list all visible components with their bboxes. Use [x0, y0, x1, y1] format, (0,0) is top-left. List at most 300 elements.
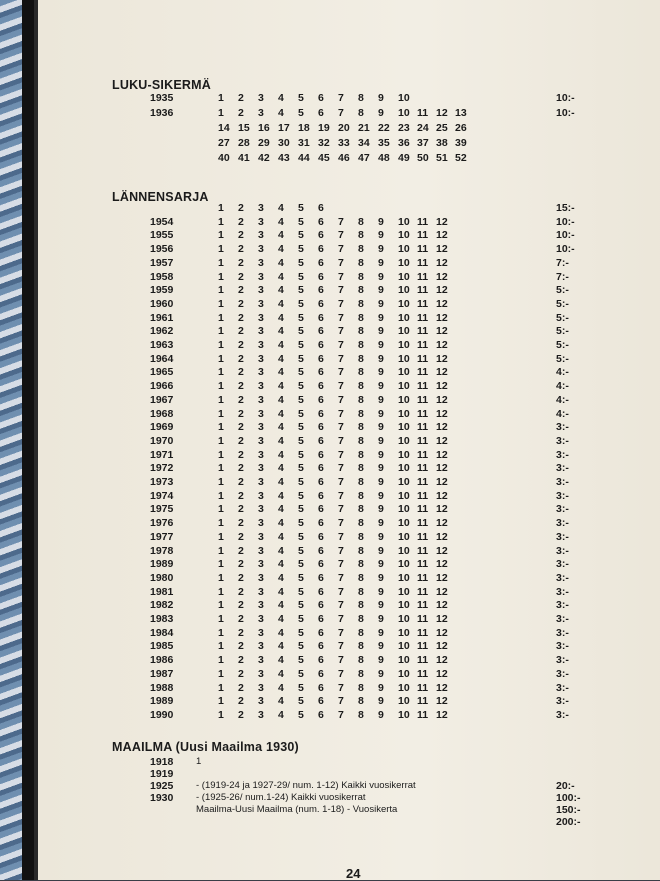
- issue-number: 4: [278, 517, 284, 530]
- issue-number: 12: [436, 421, 448, 434]
- issue-number: 9: [378, 503, 384, 516]
- issue-number: 12: [436, 215, 448, 228]
- issue-number: 4: [278, 558, 284, 571]
- issue-number: 11: [417, 434, 429, 447]
- issue-number: 8: [358, 585, 364, 598]
- issue-number: 3: [258, 393, 264, 406]
- issue-number: 10: [398, 243, 410, 256]
- issue-number: 7: [338, 489, 344, 502]
- issue-number: 3: [258, 708, 264, 721]
- issue-number: 8: [358, 503, 364, 516]
- price: 3:-: [556, 517, 569, 530]
- issue-number: 4: [278, 571, 284, 584]
- issue-number: 7: [338, 434, 344, 447]
- issue-number: 2: [238, 613, 244, 625]
- issue-number: 5: [298, 215, 304, 228]
- issue-number: 1: [218, 476, 224, 488]
- issue-number: 5: [298, 571, 304, 584]
- issue-number: 12: [436, 640, 448, 653]
- issue-number: 11: [417, 366, 429, 379]
- issue-number: 2: [238, 558, 244, 571]
- issue-number: 9: [378, 215, 384, 228]
- issue-year: 1977: [150, 530, 174, 543]
- issue-number: 7: [338, 407, 344, 420]
- issue-number: 11: [417, 243, 429, 256]
- issue-number: 1: [218, 530, 224, 543]
- issue-number: 8: [358, 215, 364, 228]
- issue-number: 10: [398, 613, 410, 625]
- issue-number: 10: [398, 503, 410, 516]
- issue-number: 3: [258, 530, 264, 543]
- issue-number: 3: [258, 613, 264, 625]
- price: 10:-: [556, 229, 575, 242]
- issue-number: 10: [398, 462, 410, 475]
- issue-number: 5: [298, 407, 304, 420]
- issue-number: 4: [278, 599, 284, 612]
- issue-number: 3: [258, 462, 264, 475]
- issue-number: 7: [338, 393, 344, 406]
- issue-number: 12: [436, 695, 448, 708]
- issue-number: 1: [218, 284, 224, 297]
- issue-number: 6: [318, 517, 324, 530]
- issue-number: 6: [318, 229, 324, 242]
- issue-number: 2: [238, 448, 244, 461]
- price: 100:-: [556, 792, 581, 804]
- price: 5:-: [556, 339, 569, 351]
- issue-number: 3: [258, 476, 264, 488]
- issue-year: 1968: [150, 407, 174, 420]
- price: 3:-: [556, 585, 569, 598]
- issue-number: 5: [298, 667, 304, 680]
- issue-number: 8: [358, 462, 364, 475]
- issue-description: - (1919-24 ja 1927-29/ num. 1-12) Kaikki vuosikerrat: [196, 780, 416, 791]
- issue-number: 23: [398, 122, 410, 134]
- issue-number: 12: [436, 585, 448, 598]
- issue-numbers: [218, 107, 474, 119]
- issue-number: 38: [436, 137, 448, 149]
- issue-year: 1965: [150, 366, 174, 379]
- issue-number: 8: [358, 667, 364, 680]
- issue-number: 12: [436, 489, 448, 502]
- issue-number: 12: [436, 571, 448, 584]
- issue-numbers: [218, 366, 455, 378]
- issue-number: 2: [238, 92, 244, 104]
- issue-number: 2: [238, 434, 244, 447]
- issue-number: 1: [218, 229, 224, 242]
- issue-number: 8: [358, 434, 364, 447]
- issue-number: 12: [436, 517, 448, 530]
- issue-number: 6: [318, 448, 324, 461]
- issue-number: 8: [358, 544, 364, 557]
- issue-number: 5: [298, 297, 304, 310]
- issue-numbers: [218, 339, 455, 351]
- issue-description: Maailma-Uusi Maailma (num. 1-18) - Vuosikerta: [196, 804, 398, 815]
- issue-number: 8: [358, 284, 364, 297]
- issue-number: 1: [218, 558, 224, 571]
- issue-number: 52: [455, 152, 467, 164]
- issue-number: 12: [436, 407, 448, 420]
- issue-number: 11: [417, 695, 429, 708]
- issue-number: 6: [318, 380, 324, 393]
- issue-number: 9: [378, 476, 384, 488]
- issue-number: 10: [398, 599, 410, 612]
- issue-number: 12: [436, 626, 448, 639]
- issue-number: 12: [436, 476, 448, 488]
- issue-number: 5: [298, 476, 304, 488]
- price: 3:-: [556, 571, 569, 584]
- issue-number: 4: [278, 585, 284, 598]
- issue-number: 10: [398, 681, 410, 694]
- price: 3:-: [556, 448, 569, 461]
- issue-number: 7: [338, 613, 344, 625]
- issue-numbers: [218, 709, 455, 721]
- issue-number: 6: [318, 366, 324, 379]
- issue-number: 2: [238, 667, 244, 680]
- issue-number: 10: [398, 325, 410, 338]
- issue-number: 1: [218, 202, 224, 214]
- issue-number: 3: [258, 229, 264, 242]
- issue-year: 1959: [150, 284, 174, 297]
- issue-number: 7: [338, 681, 344, 694]
- issue-number: 7: [338, 558, 344, 571]
- issue-year: 1974: [150, 489, 174, 502]
- issue-year: 1925: [150, 780, 174, 792]
- issue-number: 7: [338, 695, 344, 708]
- issue-year: 1930: [150, 792, 174, 804]
- issue-number: 17: [278, 122, 290, 134]
- issue-number: 2: [238, 243, 244, 256]
- issue-number: 6: [318, 640, 324, 653]
- issue-number: 9: [378, 667, 384, 680]
- issue-number: 3: [258, 434, 264, 447]
- issue-number: 2: [238, 599, 244, 612]
- issue-number: 6: [318, 256, 324, 269]
- issue-number: 5: [298, 366, 304, 379]
- issue-number: 12: [436, 681, 448, 694]
- price: 3:-: [556, 503, 569, 516]
- issue-number: 9: [378, 489, 384, 502]
- issue-number: 51: [436, 152, 448, 164]
- issue-number: 21: [358, 122, 370, 134]
- issue-number: 44: [298, 152, 310, 164]
- issue-numbers: [218, 312, 455, 324]
- issue-numbers: [218, 122, 474, 134]
- issue-number: 3: [258, 270, 264, 283]
- issue-number: 4: [278, 448, 284, 461]
- issue-number: 41: [238, 152, 250, 164]
- issue-number: 18: [298, 122, 310, 134]
- issue-number: 2: [238, 517, 244, 530]
- issue-number: 10: [398, 667, 410, 680]
- issue-number: 27: [218, 137, 230, 149]
- issue-number: 6: [318, 530, 324, 543]
- issue-year: 1954: [150, 215, 174, 228]
- issue-number: 8: [358, 256, 364, 269]
- issue-number: 9: [378, 613, 384, 625]
- issue-number: 32: [318, 137, 330, 149]
- issue-number: 10: [398, 339, 410, 351]
- issue-number: 9: [378, 352, 384, 365]
- issue-number: 9: [378, 107, 384, 119]
- issue-number: 2: [238, 256, 244, 269]
- issue-number: 4: [278, 229, 284, 242]
- price: 3:-: [556, 558, 569, 571]
- issue-number: 8: [358, 407, 364, 420]
- issue-number: 1: [218, 599, 224, 612]
- price: 5:-: [556, 311, 569, 324]
- issue-numbers: [218, 257, 455, 269]
- issue-number: 11: [417, 585, 429, 598]
- issue-number: 3: [258, 202, 264, 214]
- issue-number: 8: [358, 708, 364, 721]
- issue-number: 9: [378, 243, 384, 256]
- issue-number: 5: [298, 352, 304, 365]
- issue-number: 22: [378, 122, 390, 134]
- issue-number: 2: [238, 352, 244, 365]
- issue-number: 4: [278, 284, 284, 297]
- issue-number: 7: [338, 448, 344, 461]
- issue-number: 4: [278, 107, 284, 119]
- issue-number: 29: [258, 137, 270, 149]
- price: 4:-: [556, 407, 569, 420]
- issue-number: 3: [258, 695, 264, 708]
- issue-number: 9: [378, 448, 384, 461]
- issue-number: 9: [378, 558, 384, 571]
- issue-number: 12: [436, 243, 448, 256]
- issue-number: 3: [258, 215, 264, 228]
- issue-numbers: [218, 394, 455, 406]
- issue-number: 33: [338, 137, 350, 149]
- issue-year: 1961: [150, 311, 174, 324]
- issue-numbers: [218, 353, 455, 365]
- issue-number: 28: [238, 137, 250, 149]
- issue-number: 8: [358, 380, 364, 393]
- issue-number: 3: [258, 626, 264, 639]
- issue-number: 1: [218, 256, 224, 269]
- issue-year: 1985: [150, 640, 174, 653]
- issue-number: 7: [338, 215, 344, 228]
- price: 200:-: [556, 816, 581, 828]
- issue-number: 11: [417, 229, 429, 242]
- issue-number: 11: [417, 270, 429, 283]
- issue-number: 10: [398, 366, 410, 379]
- issue-number: 10: [398, 626, 410, 639]
- issue-number: 11: [417, 599, 429, 612]
- issue-number: 1: [218, 434, 224, 447]
- issue-number: 4: [278, 92, 284, 104]
- issue-number: 11: [417, 448, 429, 461]
- issue-number: 4: [278, 667, 284, 680]
- issue-year: 1967: [150, 393, 174, 406]
- price: 5:-: [556, 297, 569, 310]
- issue-number: 8: [358, 339, 364, 351]
- issue-number: 12: [436, 544, 448, 557]
- issue-number: 10: [398, 297, 410, 310]
- issue-number: 8: [358, 695, 364, 708]
- issue-year: 1978: [150, 544, 174, 557]
- issue-number: 11: [417, 325, 429, 338]
- issue-number: 4: [278, 380, 284, 393]
- issue-number: 2: [238, 284, 244, 297]
- issue-year: 1955: [150, 229, 174, 242]
- issue-number: 9: [378, 544, 384, 557]
- price: 3:-: [556, 599, 569, 612]
- issue-number: 9: [378, 256, 384, 269]
- issue-year: 1936: [150, 107, 174, 119]
- issue-number: 10: [398, 654, 410, 667]
- issue-number: 7: [338, 544, 344, 557]
- issue-number: 6: [318, 339, 324, 351]
- issue-numbers: [218, 325, 455, 337]
- issue-number: 9: [378, 325, 384, 338]
- issue-year: 1981: [150, 585, 174, 598]
- issue-number: 2: [238, 476, 244, 488]
- issue-number: 5: [298, 626, 304, 639]
- price: 10:-: [556, 215, 575, 228]
- issue-number: 1: [218, 325, 224, 338]
- issue-number: 7: [338, 476, 344, 488]
- issue-year: 1964: [150, 352, 174, 365]
- issue-number: 12: [436, 297, 448, 310]
- issue-number: 5: [298, 708, 304, 721]
- issue-number: 4: [278, 352, 284, 365]
- issue-number: 2: [238, 311, 244, 324]
- issue-number: 25: [436, 122, 448, 134]
- issue-number: 5: [298, 489, 304, 502]
- issue-number: 8: [358, 366, 364, 379]
- issue-number: 11: [417, 558, 429, 571]
- issue-number: 12: [436, 311, 448, 324]
- issue-number: 11: [417, 462, 429, 475]
- issue-number: 6: [318, 695, 324, 708]
- booklet-page: [22, 0, 660, 880]
- issue-number: 3: [258, 503, 264, 516]
- issue-number: 10: [398, 434, 410, 447]
- issue-number: 10: [398, 256, 410, 269]
- issue-number: 3: [258, 489, 264, 502]
- issue-number: 6: [318, 107, 324, 119]
- issue-number: 12: [436, 530, 448, 543]
- issue-number: 3: [258, 366, 264, 379]
- issue-number: 8: [358, 613, 364, 625]
- issue-number: 11: [417, 297, 429, 310]
- issue-number: 4: [278, 530, 284, 543]
- issue-number: 10: [398, 489, 410, 502]
- issue-number: 4: [278, 489, 284, 502]
- issue-number: 7: [338, 626, 344, 639]
- issue-number: 1: [218, 640, 224, 653]
- issue-number: 6: [318, 92, 324, 104]
- issue-number: 10: [398, 380, 410, 393]
- price: 3:-: [556, 421, 569, 434]
- issue-number: 5: [298, 325, 304, 338]
- issue-number: 15: [238, 122, 250, 134]
- issue-number: 8: [358, 229, 364, 242]
- issue-number: 5: [298, 311, 304, 324]
- issue-number: 7: [338, 270, 344, 283]
- issue-number: 4: [278, 613, 284, 625]
- issue-year: 1982: [150, 599, 174, 612]
- issue-number: 3: [258, 407, 264, 420]
- issue-number: 12: [436, 229, 448, 242]
- issue-number: 4: [278, 544, 284, 557]
- issue-numbers: [218, 271, 455, 283]
- issue-number: 3: [258, 284, 264, 297]
- issue-numbers: [218, 408, 455, 420]
- price: 3:-: [556, 667, 569, 680]
- issue-number: 11: [417, 311, 429, 324]
- issue-number: 5: [298, 613, 304, 625]
- issue-number: 10: [398, 585, 410, 598]
- issue-number: 8: [358, 654, 364, 667]
- issue-number: 1: [218, 626, 224, 639]
- issue-number: 2: [238, 640, 244, 653]
- issue-number: 9: [378, 380, 384, 393]
- issue-number: 7: [338, 339, 344, 351]
- issue-number: 7: [338, 421, 344, 434]
- section-title-lannensarja: LÄNNENSARJA: [112, 190, 209, 204]
- issue-number: 2: [238, 107, 244, 119]
- issue-number: 5: [298, 530, 304, 543]
- issue-numbers: [218, 284, 455, 296]
- issue-number: 7: [338, 297, 344, 310]
- issue-number: 11: [417, 380, 429, 393]
- price: 3:-: [556, 434, 569, 447]
- issue-number: 3: [258, 571, 264, 584]
- issue-number: 5: [298, 558, 304, 571]
- issue-number: 6: [318, 708, 324, 721]
- issue-year: 1935: [150, 92, 174, 104]
- issue-number: 12: [436, 352, 448, 365]
- issue-number: 2: [238, 215, 244, 228]
- issue-number: 1: [218, 215, 224, 228]
- issue-number: 2: [238, 585, 244, 598]
- issue-number: 12: [436, 434, 448, 447]
- issue-number: 30: [278, 137, 290, 149]
- issue-number: 1: [218, 366, 224, 379]
- issue-number: 8: [358, 270, 364, 283]
- issue-number: 12: [436, 462, 448, 475]
- issue-number: 5: [298, 256, 304, 269]
- issue-number: 9: [378, 229, 384, 242]
- issue-number: 1: [218, 613, 224, 625]
- issue-number: 1: [218, 448, 224, 461]
- issue-number: 7: [338, 325, 344, 338]
- issue-number: 8: [358, 325, 364, 338]
- issue-number: 3: [258, 517, 264, 530]
- issue-number: 7: [338, 284, 344, 297]
- issue-number: 5: [298, 243, 304, 256]
- issue-number: 4: [278, 462, 284, 475]
- issue-number: 10: [398, 229, 410, 242]
- issue-number: 4: [278, 270, 284, 283]
- price: 10:-: [556, 107, 575, 119]
- issue-number: 7: [338, 599, 344, 612]
- issue-numbers: [218, 586, 455, 598]
- issue-number: 6: [318, 421, 324, 434]
- issue-number: 3: [258, 640, 264, 653]
- issue-number: 10: [398, 421, 410, 434]
- issue-number: 11: [417, 613, 429, 625]
- issue-number: 12: [436, 667, 448, 680]
- issue-number: 4: [278, 297, 284, 310]
- issue-number: 5: [298, 517, 304, 530]
- issue-number: 4: [278, 202, 284, 214]
- issue-number: 6: [318, 585, 324, 598]
- issue-number: 11: [417, 393, 429, 406]
- issue-number: 10: [398, 640, 410, 653]
- issue-number: 10: [398, 448, 410, 461]
